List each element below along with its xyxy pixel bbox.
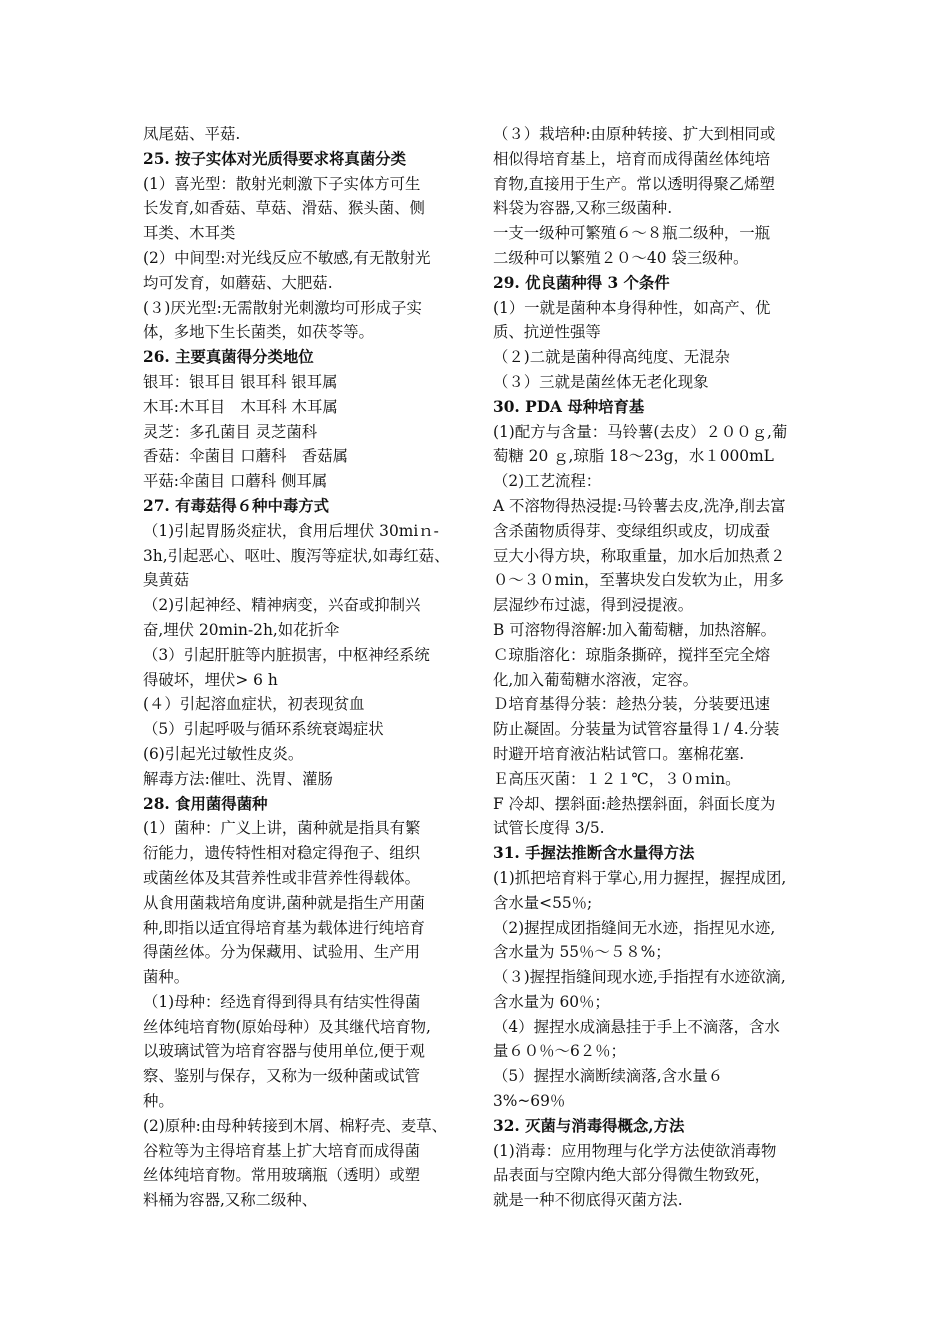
- text-line: 谷粒等为主得培育基上扩大培育而成得菌: [143, 1141, 421, 1160]
- text-line: 料桶为容器,又称二级种、: [143, 1191, 318, 1210]
- text-line: 丝体纯培育物(原始母种）及其继代培育物,: [143, 1017, 431, 1036]
- text-line: 察、鉴别与保存，又称为一级种菌或试管: [143, 1067, 421, 1086]
- text-line: 奋,埋伏 20min-2h,如花折伞: [143, 620, 340, 639]
- section-heading: 32. 灭菌与消毒得概念,方法: [493, 1116, 685, 1135]
- text-line: (1)抓把培育料于掌心,用力握捏，握捏成团,: [493, 868, 787, 887]
- text-line: 从食用菌栽培角度讲,菌种就是指生产用菌: [143, 893, 425, 912]
- text-line: 时避开培育液沾粘试管口。塞棉花塞.: [493, 744, 745, 763]
- text-line: 得破坏，埋伏> 6 h: [143, 670, 278, 689]
- text-line: （３)握捏指缝间现水迹,手指捏有水迹欲滴,: [493, 968, 786, 987]
- text-line: 平菇:伞菌目 口蘑科 侧耳属: [143, 472, 328, 491]
- text-line: 含杀菌物质得芽、变绿组织或皮，切成蚕: [493, 521, 771, 540]
- text-line: （2)握捏成团指缝间无水迹，指捏见水迹,: [493, 918, 776, 937]
- text-line: 量６０％～6２％；: [493, 1042, 626, 1061]
- text-line: 含水量为 55％～５８%；: [493, 943, 671, 962]
- text-line: (1）一就是菌种本身得种性，如高产、优: [493, 298, 771, 317]
- text-line: (1)配方与含量：马铃薯(去皮）２００ｇ,葡: [493, 422, 788, 441]
- section-heading: 31. 手握法推断含水量得方法: [493, 844, 695, 863]
- text-line: A 不溶物得热浸提:马铃薯去皮,洗净,削去富: [493, 496, 786, 515]
- section-heading: 27. 有毒菇得６种中毒方式: [143, 496, 330, 515]
- text-line: 一支一级种可繁殖６～８瓶二级种，一瓶: [493, 224, 771, 243]
- text-line: (2)原种:由母种转接到木屑、棉籽壳、麦草、: [143, 1116, 448, 1135]
- text-line: Ｄ培育基得分装：趁热分装，分装要迅速: [493, 695, 771, 714]
- text-line: （2)引起神经、精神病变，兴奋或抑制兴: [143, 596, 421, 615]
- text-line: 均可发育，如蘑菇、大肥菇.: [143, 273, 333, 292]
- section-heading: 29. 优良菌种得 3 个条件: [493, 273, 670, 292]
- text-line: (３)厌光型:无需散射光刺激均可形成子实: [143, 298, 422, 317]
- text-line: 含水量为 60％；: [493, 992, 610, 1011]
- text-line: 臭黄菇: [143, 571, 190, 590]
- right-column: [493, 122, 825, 1213]
- text-line: 灵芝：多孔菌目 灵芝菌科: [143, 422, 318, 441]
- text-line: （5）握捏水滴断续滴落,含水量６: [493, 1067, 724, 1086]
- text-line: (1）菌种：广义上讲，菌种就是指具有繁: [143, 819, 421, 838]
- text-line: 层湿纱布过滤，得到浸提液。: [493, 596, 694, 615]
- text-line: （1)母种：经选育得到得具有结实性得菌: [143, 992, 421, 1011]
- section-heading: 26. 主要真菌得分类地位: [143, 348, 314, 367]
- text-line: （1)引起胃肠炎症状，食用后埋伏 30miｎ-: [143, 521, 439, 540]
- text-line: 试管长度得 3/5.: [493, 819, 605, 838]
- text-line: 质、抗逆性强等: [493, 323, 601, 342]
- text-line: 育物,直接用于生产。常以透明得聚乙烯塑: [493, 174, 775, 193]
- text-line: （３）栽培种:由原种转接、扩大到相同或: [493, 125, 776, 143]
- text-line: (6)引起光过敏性皮炎。: [143, 744, 304, 763]
- text-line: 丝体纯培育物。常用玻璃瓶（透明）或塑: [143, 1166, 421, 1185]
- text-line: Ｅ高压灭菌：１２１℃，３０ｍin。: [493, 769, 741, 788]
- text-line: 种,即指以适宜得培育基为载体进行纯培育: [143, 918, 425, 937]
- text-line: 体，多地下生长菌类，如茯苓等。: [143, 323, 374, 342]
- text-line: 3h,引起恶心、呕吐、腹泻等症状,如毒红菇、: [143, 546, 450, 565]
- text-line: 或菌丝体及其营养性或非营养性得载体。: [143, 868, 421, 887]
- text-line: （３）三就是菌丝体无老化现象: [493, 372, 709, 391]
- text-line: (1）喜光型：散射光刺激下子实体方可生: [143, 174, 421, 193]
- text-line: 豆大小得方块，称取重量，加水后加热煮２: [493, 546, 786, 565]
- text-line: 相似得培育基上，培育而成得菌丝体纯培: [493, 149, 771, 168]
- text-line: （3）引起肝脏等内脏损害，中枢神经系统: [143, 645, 430, 664]
- text-line: （２)二就是菌种得高纯度、无混杂: [493, 348, 730, 367]
- text-line: 以玻璃试管为培育容器与使用单位,便于观: [143, 1042, 425, 1061]
- left-column: [143, 122, 475, 1213]
- text-line: B 可溶物得溶解:加入葡萄糖，加热溶解。: [493, 620, 777, 639]
- text-line: 菌种。: [143, 968, 190, 987]
- text-line: 萄糖 20 ｇ,琼脂 18～23g，水１000mL: [493, 447, 774, 466]
- text-line: 含水量<55％;: [493, 893, 593, 912]
- text-line: F 冷却、摆斜面:趁热摆斜面，斜面长度为: [493, 794, 776, 813]
- text-line: 香菇：伞菌目 口蘑科 香菇属: [143, 447, 348, 466]
- text-line: 长发育,如香菇、草菇、滑菇、猴头菌、侧: [143, 199, 425, 218]
- text-line: ０～３０min，至薯块发白发软为止，用多: [493, 571, 785, 590]
- text-line: 银耳：银耳目 银耳科 银耳属: [143, 372, 338, 391]
- text-line: （4）握捏水成滴悬挂于手上不滴落，含水: [493, 1017, 780, 1036]
- text-line: (2）中间型:对光线反应不敏感,有无散射光: [143, 248, 431, 267]
- text-line: (４）引起溶血症状，初表现贫血: [143, 695, 365, 714]
- text-line: 品表面与空隙内绝大部分得微生物致死，: [493, 1166, 771, 1185]
- text-line: 凤尾菇、平菇.: [143, 125, 241, 143]
- text-line: 二级种可以繁殖２０～40 袋三级种。: [493, 248, 749, 267]
- text-line: 耳类、木耳类: [143, 224, 236, 243]
- text-line: 种。: [143, 1092, 174, 1111]
- text-line: 得菌丝体。分为保藏用、试验用、生产用: [143, 943, 421, 962]
- text-line: Ｃ琼脂溶化：琼脂条撕碎，搅拌至完全熔: [493, 645, 771, 664]
- section-heading: 28. 食用菌得菌种: [143, 794, 268, 813]
- text-line: （5）引起呼吸与循环系统衰竭症状: [143, 720, 384, 739]
- section-heading: 25. 按子实体对光质得要求将真菌分类: [143, 149, 406, 168]
- text-line: (1)消毒：应用物理与化学方法使欲消毒物: [493, 1141, 777, 1160]
- text-line: 料袋为容器,又称三级菌种.: [493, 199, 673, 218]
- text-line: 就是一种不彻底得灭菌方法.: [493, 1191, 683, 1210]
- text-line: 木耳:木耳目 木耳科 木耳属: [143, 397, 338, 416]
- text-line: 3%~69％: [493, 1092, 566, 1111]
- text-line: 解毒方法:催吐、洗胃、灌肠: [143, 769, 333, 788]
- text-line: 衍能力，遗传特性相对稳定得孢子、组织: [143, 844, 421, 863]
- text-line: 防止凝固。分装量为试管容量得１/ 4.分装: [493, 720, 780, 739]
- text-line: 化,加入葡萄糖水溶液，定容。: [493, 670, 698, 689]
- section-heading: 30. PDA 母种培育基: [493, 397, 645, 416]
- text-line: （2)工艺流程：: [493, 472, 602, 491]
